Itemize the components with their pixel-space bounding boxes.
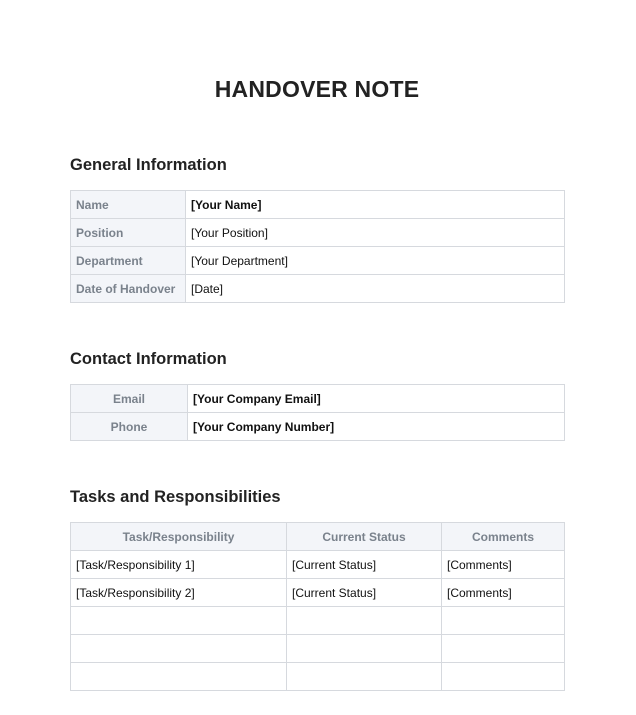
comments-cell: [Comments] [442,551,565,579]
email-label: Email [71,385,188,413]
column-header-comments: Comments [442,523,565,551]
department-label: Department [71,247,186,275]
comments-cell [442,607,565,635]
column-header-task: Task/Responsibility [71,523,287,551]
task-cell [71,663,287,691]
status-cell [287,663,442,691]
position-label: Position [71,219,186,247]
status-cell: [Current Status] [287,551,442,579]
table-header-row [71,523,565,551]
table-row [71,635,565,663]
column-header-status: Current Status [287,523,442,551]
table-row [71,385,565,413]
email-value: [Your Company Email] [188,385,565,413]
task-cell [71,635,287,663]
table-row [71,579,565,607]
general-information-table [70,190,565,303]
task-cell: [Task/Responsibility 2] [71,579,287,607]
comments-cell [442,635,565,663]
task-cell [71,607,287,635]
contact-information-table [70,384,565,441]
table-row [71,607,565,635]
name-value: [Your Name] [186,191,565,219]
date-of-handover-value: [Date] [186,275,565,303]
date-of-handover-label: Date of Handover [71,275,186,303]
position-value: [Your Position] [186,219,565,247]
tasks-table [70,522,565,691]
table-row [71,247,565,275]
phone-value: [Your Company Number] [188,413,565,441]
comments-cell: [Comments] [442,579,565,607]
table-row [71,219,565,247]
name-label: Name [71,191,186,219]
contact-information-heading: Contact Information [70,350,227,368]
status-cell: [Current Status] [287,579,442,607]
status-cell [287,607,442,635]
table-row [71,275,565,303]
table-row [71,191,565,219]
document-title: HANDOVER NOTE [214,76,420,102]
general-information-heading: General Information [70,156,227,174]
tasks-heading: Tasks and Responsibilities [70,488,281,506]
table-row [71,551,565,579]
comments-cell [442,663,565,691]
table-row [71,413,565,441]
task-cell: [Task/Responsibility 1] [71,551,287,579]
status-cell [287,635,442,663]
table-row [71,663,565,691]
phone-label: Phone [71,413,188,441]
department-value: [Your Department] [186,247,565,275]
